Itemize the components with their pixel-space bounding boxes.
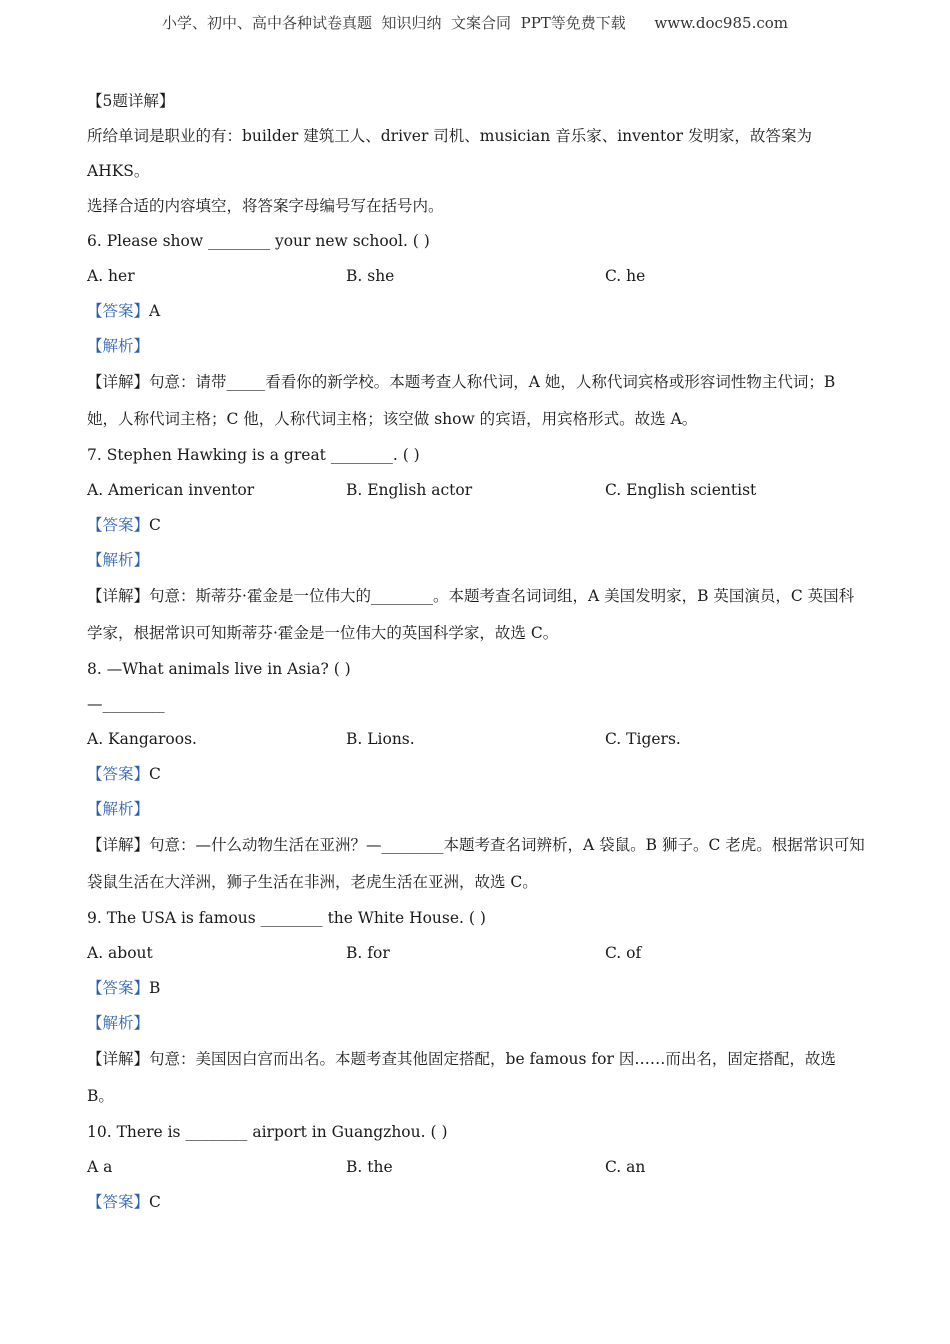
question-9 xyxy=(87,901,867,1115)
option-c: C. he xyxy=(605,267,646,285)
detail-tag: 【详解】 xyxy=(87,836,150,854)
options-row xyxy=(87,259,867,294)
answer-line xyxy=(87,508,867,543)
option-c: C. of xyxy=(605,944,642,962)
detail-body: 句意：请带_____看看你的新学校。本题考查人称代词，A 她，人称代词宾格或形容词性物主代词；B 她，人称代词主格；C 他，人称代词主格；该空做 show 的宾语，用宾格形式。故选 A。 xyxy=(87,373,836,428)
answer-line xyxy=(87,971,867,1006)
answer-line xyxy=(87,294,867,329)
analysis-tag: 【解析】 xyxy=(87,800,150,818)
question-stem: 10. There is ________ airport in Guangzhou. ( ) xyxy=(87,1123,448,1141)
answer-line xyxy=(87,757,867,792)
options-row xyxy=(87,936,867,971)
option-a: A. American inventor xyxy=(87,481,255,499)
answer-tag: 【答案】 xyxy=(87,1193,150,1211)
option-b: B. Lions. xyxy=(346,730,415,748)
detail-body: 句意：斯蒂芬·霍金是一位伟大的________。本题考查名词词组，A 美国发明家，B 英国演员，C 英国科学家，根据常识可知斯蒂芬·霍金是一位伟大的英国科学家，故选 C。 xyxy=(87,587,855,642)
option-c: C. Tigers. xyxy=(605,730,681,748)
detail-text xyxy=(87,578,867,652)
detail-tag: 【详解】 xyxy=(87,373,150,391)
answer-value: A xyxy=(149,302,161,320)
option-b: B. for xyxy=(346,944,390,962)
detail-text xyxy=(87,1041,867,1115)
question-10 xyxy=(87,1115,867,1220)
answer-tag: 【答案】 xyxy=(87,979,150,997)
question-7 xyxy=(87,438,867,652)
question-8 xyxy=(87,652,867,901)
question-stem-reply: —________ xyxy=(87,695,165,713)
q5-title: 【5题详解】 xyxy=(87,92,175,110)
answer-tag: 【答案】 xyxy=(87,516,150,534)
analysis-tag: 【解析】 xyxy=(87,551,150,569)
question-stem: 6. Please show ________ your new school. ( ) xyxy=(87,232,430,250)
answer-value: C xyxy=(149,516,161,534)
options-row xyxy=(87,473,867,508)
question-stem: 8. —What animals live in Asia? ( ) xyxy=(87,660,351,678)
q5-explain-line1: 所给单词是职业的有：builder 建筑工人、driver 司机、musician 音乐家、inventor 发明家，故答案为 xyxy=(87,127,812,145)
answer-value: B xyxy=(149,979,161,997)
option-a: A a xyxy=(87,1158,113,1176)
option-a: A. about xyxy=(87,944,153,962)
detail-text xyxy=(87,364,867,438)
option-b: B. English actor xyxy=(346,481,473,499)
answer-tag: 【答案】 xyxy=(87,765,150,783)
analysis-tag: 【解析】 xyxy=(87,1014,150,1032)
answer-value: C xyxy=(149,1193,161,1211)
detail-body: 句意：美国因白宫而出名。本题考查其他固定搭配，be famous for 因……而出名，固定搭配，故选 B。 xyxy=(87,1050,836,1105)
question-stem: 9. The USA is famous ________ the White House. ( ) xyxy=(87,909,486,927)
option-c: C. an xyxy=(605,1158,646,1176)
option-b: B. the xyxy=(346,1158,393,1176)
document-body xyxy=(87,84,867,1220)
q5-explain-line2: AHKS。 xyxy=(87,162,150,180)
options-row xyxy=(87,722,867,757)
detail-body: 句意：—什么动物生活在亚洲？—________本题考查名词辨析，A 袋鼠。B 狮子。C 老虎。根据常识可知袋鼠生活在大洋洲，狮子生活在非洲，老虎生活在亚洲，故选 C。 xyxy=(87,836,865,891)
option-b: B. she xyxy=(346,267,395,285)
options-row xyxy=(87,1150,867,1185)
detail-tag: 【详解】 xyxy=(87,1050,150,1068)
option-c: C. English scientist xyxy=(605,481,757,499)
option-a: A. her xyxy=(87,267,135,285)
section-instruction: 选择合适的内容填空，将答案字母编号写在括号内。 xyxy=(87,197,444,215)
question-6 xyxy=(87,224,867,438)
question-stem: 7. Stephen Hawking is a great ________. ( ) xyxy=(87,446,420,464)
page-header: 小学、初中、高中各种试卷真题 知识归纳 文案合同 PPT等免费下载 www.doc985.com xyxy=(161,14,788,32)
answer-line xyxy=(87,1185,867,1220)
analysis-tag: 【解析】 xyxy=(87,337,150,355)
detail-tag: 【详解】 xyxy=(87,587,150,605)
detail-text xyxy=(87,827,867,901)
option-a: A. Kangaroos. xyxy=(87,730,197,748)
answer-tag: 【答案】 xyxy=(87,302,150,320)
answer-value: C xyxy=(149,765,161,783)
